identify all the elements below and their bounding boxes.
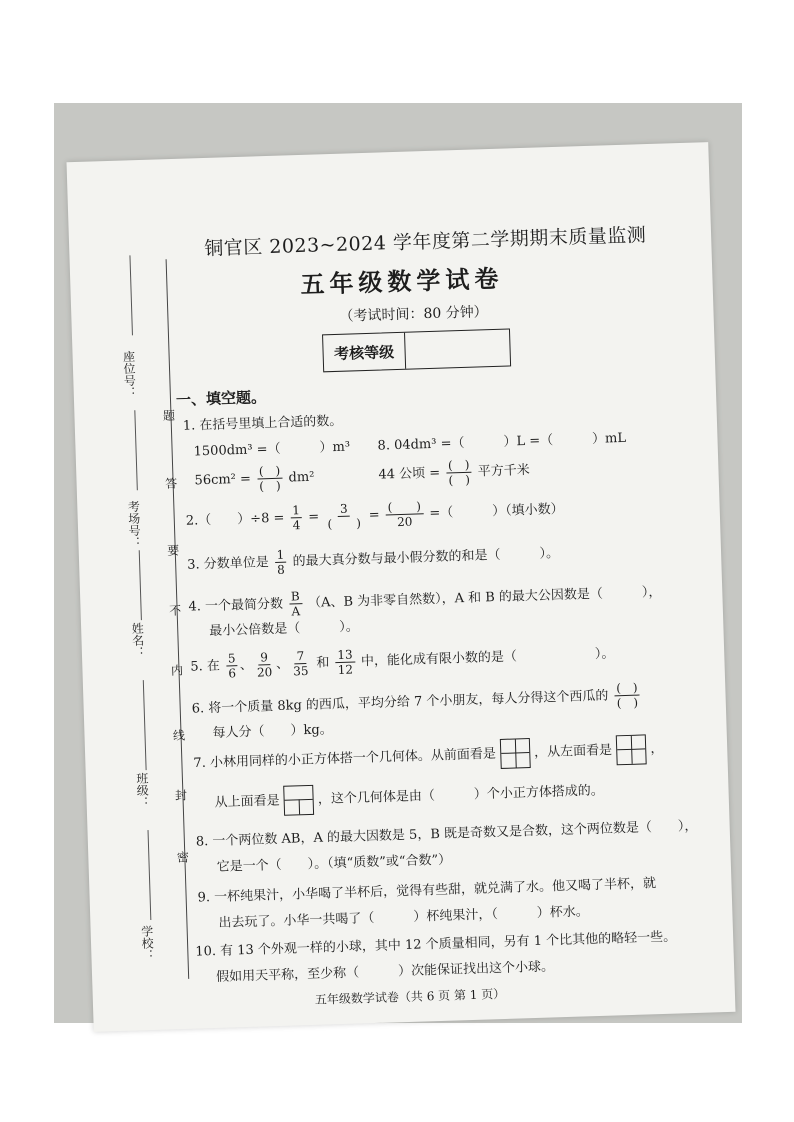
q5-prefix: 5. 在 <box>190 658 221 675</box>
fraction-numerator: 3 <box>338 502 350 517</box>
q7-line1 <box>193 734 664 779</box>
name-label: 姓名： <box>129 622 146 659</box>
exam-duration: （考试时间：80 分钟） <box>339 304 488 325</box>
q5 <box>190 639 615 681</box>
q1-d <box>378 456 530 490</box>
q5-fraction-3 <box>291 649 311 679</box>
exam-paper <box>66 142 735 1032</box>
q2-fraction-3[interactable] <box>385 499 423 529</box>
q7-line2a: 从上面看是 <box>214 793 280 811</box>
seal-char: 要 <box>165 543 180 557</box>
q2-suffix: =（ ）（填小数） <box>429 501 564 522</box>
q4-line2: 最小公倍数是（ ）。 <box>209 619 359 640</box>
fraction-denominator: 12 <box>337 662 354 678</box>
fraction-numerator: 1 <box>274 548 286 563</box>
front-view-grid <box>500 738 531 769</box>
q7-line1c: ， <box>650 741 664 757</box>
equals-sign: = <box>368 507 380 523</box>
fraction-numerator: ( ) <box>446 458 472 474</box>
q1-d-left: 44 公顷 = <box>378 465 441 483</box>
q6-line1: 6. 将一个质量 8kg 的西瓜，平均分给 7 个小朋友，每人分得这个西瓜的 <box>191 688 609 717</box>
fraction-numerator: ( ) <box>385 499 423 515</box>
q3-fraction <box>274 548 287 577</box>
q10-line2: 假如用天平称，至少称（ ）次能保证找出这个小球。 <box>215 959 555 985</box>
school-blank <box>148 830 152 920</box>
fraction-denominator: 8 <box>276 562 285 577</box>
page-footer: 五年级数学试卷（共 6 页 第 1 页） <box>314 986 506 1007</box>
seal-char: 答 <box>163 476 178 490</box>
fraction-numerator: ( ) <box>257 464 283 480</box>
separator: 、 <box>239 657 253 674</box>
q10-line1: 10. 有 13 个外观一样的小球，其中 12 个质量相同，另有 1 个比其他的略轻一些。 <box>195 929 677 960</box>
q7-line1a: 7. 小林用同样的小正方体搭一个几何体。从前面看是 <box>193 746 497 772</box>
q3-prefix: 3. 分数单位是 <box>186 555 269 573</box>
grade-table <box>322 328 511 372</box>
q2 <box>185 495 564 536</box>
q1-d-fraction[interactable] <box>446 458 472 488</box>
fraction-numerator: B <box>289 589 302 604</box>
region-title: 铜官区 2023~2024 学年度第二学期期末质量监测 <box>203 224 647 261</box>
equals-sign: = <box>308 509 320 525</box>
q9-line2: 出去玩了。小华一共喝了（ ）杯纯果汁，（ ）杯水。 <box>218 904 590 931</box>
q4 <box>188 578 662 622</box>
q2-fraction-1 <box>290 503 303 532</box>
q5-suffix: 中，能化成有限小数的是（ ）。 <box>360 646 615 670</box>
fraction-denominator: ( ) <box>327 516 362 532</box>
q8-line2: 它是一个（ ）。（填“质数”或“合数”） <box>216 852 452 875</box>
left-view-grid <box>616 734 647 765</box>
q5-and: 和 <box>316 655 330 671</box>
seal-char: 封 <box>173 788 188 802</box>
grade-label: 考核等级 <box>323 333 406 372</box>
school-label: 学校： <box>139 924 155 962</box>
q1-c-right: dm² <box>288 469 315 486</box>
q4-fraction <box>289 589 303 618</box>
room-label: 考场号： <box>126 500 142 549</box>
q2-fraction-2[interactable] <box>325 501 363 531</box>
separator: 、 <box>275 656 290 672</box>
seal-char: 不 <box>167 603 182 617</box>
q1-d-right: 平方千米 <box>477 462 531 480</box>
q1-c <box>194 463 315 496</box>
fraction-denominator: ( ) <box>616 695 639 711</box>
exam-title: 五年级数学试卷 <box>300 264 504 300</box>
q1-stem: 1. 在括号里填上合适的数。 <box>182 413 343 434</box>
fraction-numerator: 13 <box>335 647 355 663</box>
q4-prefix: 4. 一个最简分数 <box>188 596 284 615</box>
section-title: 一、填空题。 <box>175 388 267 409</box>
binding-line <box>166 259 190 979</box>
name-blank <box>139 550 142 620</box>
q7-line2b: ，这个几何体是由（ ）个小正方体搭成的。 <box>317 783 605 808</box>
fraction-numerator: ( ) <box>614 681 640 697</box>
q7-line2 <box>214 776 604 818</box>
q3-suffix: 的最大真分数与最小假分数的和是（ ）。 <box>292 546 560 570</box>
fraction-denominator: 20 <box>256 665 273 680</box>
fraction-numerator: 1 <box>290 503 302 518</box>
q9-line1: 9. 一杯纯果汁，小华喝了半杯后，觉得有些甜，就兑满了水。他又喝了半杯，就 <box>197 876 657 906</box>
q4-suffix: （A、B 为非零自然数），A 和 B 的最大公因数是（ ）， <box>307 584 662 611</box>
seat-blank <box>129 255 133 335</box>
seal-char: 密 <box>175 850 190 864</box>
q5-fraction-1 <box>226 651 239 680</box>
fraction-numerator: 5 <box>226 651 238 666</box>
fraction-denominator: ( ) <box>259 478 281 494</box>
q2-prefix: 2.（ ）÷8 = <box>185 510 285 529</box>
q8-line1: 8. 一个两位数 AB，A 的最大因数是 5，B 既是奇数又是合数，这个两位数是（ ）， <box>195 818 698 850</box>
q1-c-fraction[interactable] <box>257 464 283 494</box>
grade-value[interactable] <box>405 329 510 368</box>
q5-fraction-4 <box>335 647 355 677</box>
fraction-denominator: A <box>291 604 301 619</box>
fraction-denominator: 35 <box>293 663 309 679</box>
fraction-denominator: 4 <box>292 518 301 533</box>
q7-line1b: ，从左面看是 <box>533 742 613 761</box>
fraction-numerator: 9 <box>258 650 270 665</box>
fraction-denominator: 6 <box>228 666 237 681</box>
q6 <box>191 680 642 723</box>
top-view-grid <box>283 785 314 816</box>
q1-c-left: 56cm² = <box>194 471 252 489</box>
q1-a: 1500dm³ =（ ）m³ <box>193 439 351 460</box>
seat-label: 座位号： <box>121 350 137 399</box>
q5-fraction-2 <box>254 650 274 680</box>
q1-b: 8. 04dm³ =（ ）L =（ ）mL <box>377 430 627 454</box>
class-blank <box>143 680 147 770</box>
fraction-numerator: 7 <box>294 649 306 664</box>
fraction-denominator: 20 <box>396 514 413 530</box>
room-blank <box>134 410 138 490</box>
fraction-denominator: ( ) <box>448 472 471 488</box>
seal-char: 线 <box>171 728 186 742</box>
q6-fraction[interactable] <box>614 681 640 711</box>
q6-line2: 每人分（ ）kg。 <box>212 722 333 741</box>
seal-char: 题 <box>161 409 176 422</box>
q3 <box>187 539 560 580</box>
class-label: 班级： <box>134 772 150 809</box>
seal-char: 内 <box>169 663 184 677</box>
